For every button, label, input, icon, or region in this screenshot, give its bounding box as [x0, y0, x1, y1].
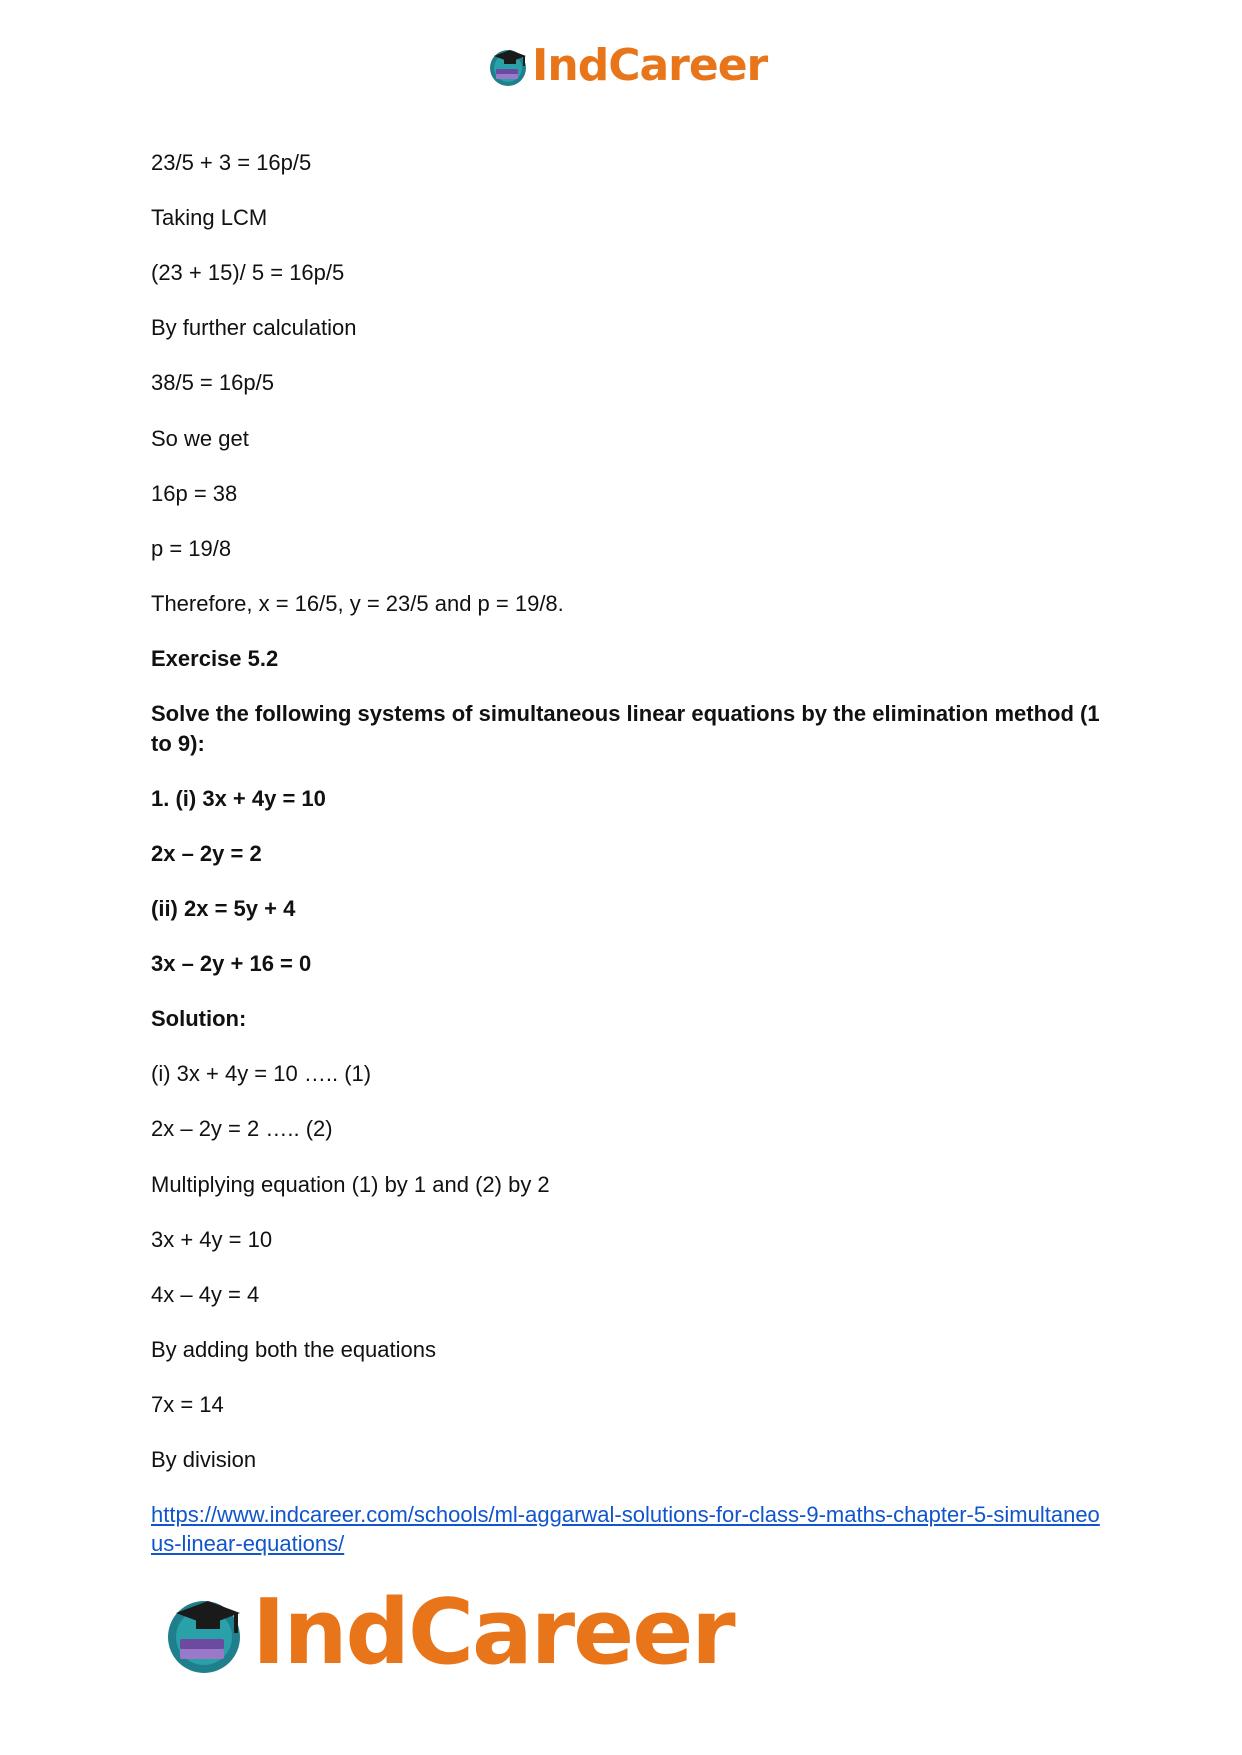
solution-line: 7x = 14 [151, 1392, 224, 1417]
text-line: Therefore, x = 16/5, y = 23/5 and p = 19/8. [151, 591, 564, 616]
solution-line: By adding both the equations [151, 1337, 437, 1362]
text-line: 23/5 + 3 = 16p/5 [151, 150, 312, 175]
graduation-book-icon [160, 1589, 248, 1677]
solution-label: Solution: [151, 1006, 247, 1031]
solution-line: By division [151, 1447, 257, 1472]
question-1-i-eq2: 2x – 2y = 2 [151, 841, 262, 866]
header-logo [486, 40, 767, 92]
text-line: So we get [151, 426, 249, 451]
logo-text: IndCareer [532, 40, 768, 91]
solution-line: Multiplying equation (1) by 1 and (2) by 2 [151, 1172, 550, 1197]
logo-text: IndCareer [252, 1580, 734, 1685]
question-1-ii-eq1: (ii) 2x = 5y + 4 [151, 896, 296, 921]
footer-logo [160, 1580, 734, 1686]
question-1-ii-eq2: 3x – 2y + 16 = 0 [151, 951, 312, 976]
text-line: 38/5 = 16p/5 [151, 370, 274, 395]
text-line: Taking LCM [151, 205, 268, 230]
solution-line: 4x – 4y = 4 [151, 1282, 260, 1307]
text-line: By further calculation [151, 315, 357, 340]
solution-line: 3x + 4y = 10 [151, 1227, 273, 1252]
source-link[interactable]: https://www.indcareer.com/schools/ml-aggarwal-solutions-for-class-9-maths-chapter-5-simultaneous-linear-equations/ [151, 1502, 1100, 1556]
exercise-title: Exercise 5.2 [151, 646, 279, 671]
solution-line: 2x – 2y = 2 ….. (2) [151, 1116, 333, 1141]
exercise-instruction: Solve the following systems of simultaneous linear equations by the elimination method (1 to 9): [151, 701, 1100, 756]
text-line: p = 19/8 [151, 536, 232, 561]
question-1-i-eq1: 1. (i) 3x + 4y = 10 [151, 786, 326, 811]
solution-line: (i) 3x + 4y = 10 ….. (1) [151, 1061, 372, 1086]
graduation-book-icon [486, 44, 530, 88]
text-line: 16p = 38 [151, 481, 238, 506]
text-line: (23 + 15)/ 5 = 16p/5 [151, 260, 345, 285]
